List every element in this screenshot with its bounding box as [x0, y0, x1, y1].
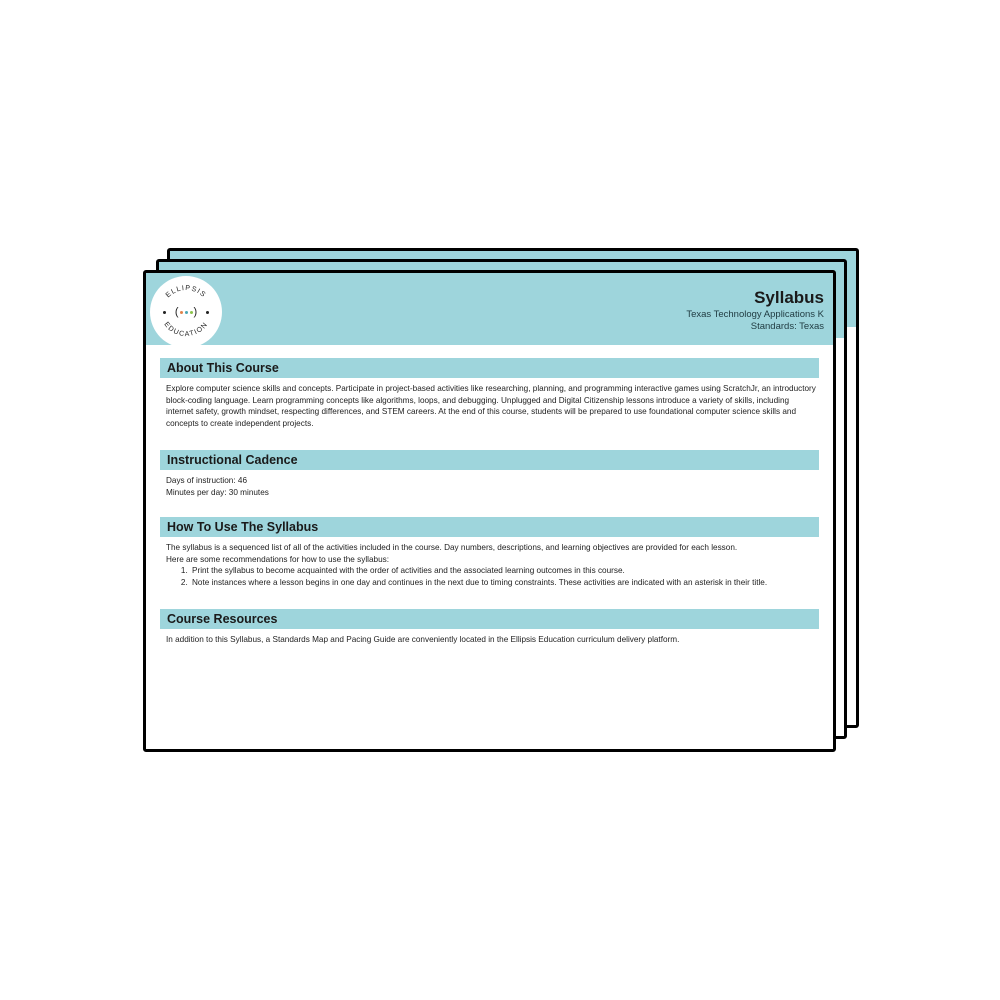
how-to-intro: The syllabus is a sequenced list of all of the activities included in the course. Day numbers, descriptions, and learning objectives are provided for each lesson.: [166, 543, 738, 552]
section-body: [160, 383, 819, 429]
logo-left-dot: [163, 311, 166, 314]
page-subtitle-standards: Standards: Texas: [750, 321, 824, 332]
resources-paragraph: In addition to this Syllabus, a Standards Map and Pacing Guide are conveniently located in the Ellipsis Education curriculum delivery platform.: [166, 635, 680, 644]
section-heading: How To Use The Syllabus: [167, 520, 319, 534]
section-body: [160, 634, 819, 646]
svg-text:ELLIPSIS: [165, 285, 207, 299]
list-item: 1. Print the syllabus to become acquainted with the order of activities and the associated learning outcomes in this course.: [190, 565, 817, 577]
recommendations-list: [166, 565, 817, 588]
list-item: 2. Note instances where a lesson begins in one day and continues in the next due to timing constraints. These activities are indicated with an asterisk in their title.: [190, 577, 817, 589]
section-heading-bar: [160, 609, 819, 629]
svg-text:EDUCATION: [162, 321, 209, 338]
section-body: [160, 542, 819, 588]
section-heading: Course Resources: [167, 612, 278, 626]
ellipsis-icon: ( ): [174, 306, 198, 318]
page-subtitle-course: Texas Technology Applications K: [686, 309, 824, 320]
page-title: Syllabus: [754, 288, 824, 307]
section-body: [160, 475, 819, 498]
section-heading-bar: [160, 450, 819, 470]
section-cadence: [160, 450, 819, 498]
section-heading-bar: [160, 517, 819, 537]
about-paragraph: Explore computer science skills and concepts. Participate in project-based activities like researching, planning, and programming interactive games using ScratchJr, an introductory block-coding language. Learn programming concepts like algorithms, loops, and debugging. Unplugged and Digital Citizenship lessons introduce a variety of skills, including internet safety, growth mindset, respecting differences, and STEM careers. At the end of this course, students will be prepared to use foundational computer science skills and concepts to create independent projects.: [166, 384, 816, 428]
section-resources: [160, 609, 819, 646]
days-of-instruction: Days of instruction: 46: [166, 476, 248, 485]
section-heading-bar: [160, 358, 819, 378]
minutes-per-day: Minutes per day: 30 minutes: [166, 487, 269, 497]
section-heading: Instructional Cadence: [167, 453, 298, 467]
ellipsis-education-logo: [150, 276, 222, 348]
logo-bottom-text: EDUCATION: [162, 320, 210, 339]
section-how-to: [160, 517, 819, 588]
syllabus-page: [143, 270, 836, 752]
logo-top-text: ELLIPSIS: [164, 284, 208, 300]
how-to-recommendations-lead: Here are some recommendations for how to use the syllabus:: [166, 554, 389, 564]
section-about: [160, 358, 819, 429]
section-heading: About This Course: [167, 361, 279, 375]
logo-right-dot: [206, 311, 209, 314]
